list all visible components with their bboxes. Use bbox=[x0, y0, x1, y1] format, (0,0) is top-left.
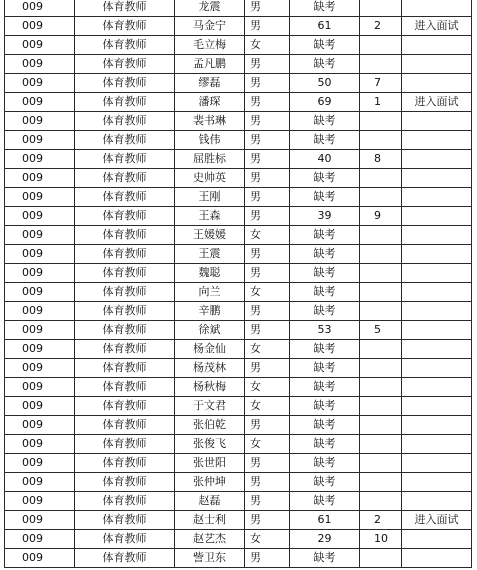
score-cell: 缺考 bbox=[290, 397, 360, 416]
table-row bbox=[5, 55, 472, 74]
status-cell bbox=[402, 473, 472, 492]
gender-cell: 男 bbox=[245, 359, 290, 378]
gender-cell: 男 bbox=[245, 17, 290, 36]
rank-cell bbox=[360, 302, 402, 321]
name-cell: 裴书琳 bbox=[175, 112, 245, 131]
code-cell: 009 bbox=[5, 435, 75, 454]
rank-cell: 2 bbox=[360, 17, 402, 36]
rank-cell bbox=[360, 397, 402, 416]
score-cell: 缺考 bbox=[290, 340, 360, 359]
table-row bbox=[5, 340, 472, 359]
rank-cell bbox=[360, 0, 402, 17]
score-cell: 缺考 bbox=[290, 435, 360, 454]
table-row bbox=[5, 530, 472, 549]
name-cell: 缪磊 bbox=[175, 74, 245, 93]
gender-cell: 男 bbox=[245, 454, 290, 473]
gender-cell: 男 bbox=[245, 0, 290, 17]
status-cell bbox=[402, 264, 472, 283]
score-cell: 缺考 bbox=[290, 283, 360, 302]
status-cell bbox=[402, 359, 472, 378]
position-cell: 体育教师 bbox=[75, 283, 175, 302]
name-cell: 王刚 bbox=[175, 188, 245, 207]
status-cell bbox=[402, 0, 472, 17]
gender-cell: 女 bbox=[245, 378, 290, 397]
name-cell: 杨金仙 bbox=[175, 340, 245, 359]
table-row bbox=[5, 169, 472, 188]
status-cell bbox=[402, 74, 472, 93]
position-cell: 体育教师 bbox=[75, 492, 175, 511]
table-row bbox=[5, 188, 472, 207]
score-cell: 缺考 bbox=[290, 473, 360, 492]
table-row bbox=[5, 93, 472, 112]
table-row bbox=[5, 131, 472, 150]
position-cell: 体育教师 bbox=[75, 397, 175, 416]
rank-cell: 7 bbox=[360, 74, 402, 93]
status-cell bbox=[402, 188, 472, 207]
score-cell: 缺考 bbox=[290, 359, 360, 378]
position-cell: 体育教师 bbox=[75, 74, 175, 93]
status-cell bbox=[402, 454, 472, 473]
table-row bbox=[5, 321, 472, 340]
gender-cell: 男 bbox=[245, 549, 290, 568]
name-cell: 赵士利 bbox=[175, 511, 245, 530]
status-cell bbox=[402, 283, 472, 302]
rank-cell: 9 bbox=[360, 207, 402, 226]
code-cell: 009 bbox=[5, 150, 75, 169]
position-cell: 体育教师 bbox=[75, 17, 175, 36]
status-cell: 进入面试 bbox=[402, 511, 472, 530]
gender-cell: 男 bbox=[245, 264, 290, 283]
name-cell: 潘琛 bbox=[175, 93, 245, 112]
code-cell: 009 bbox=[5, 454, 75, 473]
position-cell: 体育教师 bbox=[75, 530, 175, 549]
table-row bbox=[5, 283, 472, 302]
code-cell: 009 bbox=[5, 131, 75, 150]
score-cell: 缺考 bbox=[290, 454, 360, 473]
code-cell: 009 bbox=[5, 93, 75, 112]
name-cell: 屈胜标 bbox=[175, 150, 245, 169]
score-cell: 61 bbox=[290, 17, 360, 36]
table-row bbox=[5, 416, 472, 435]
rank-cell bbox=[360, 473, 402, 492]
rank-cell bbox=[360, 112, 402, 131]
name-cell: 訾卫东 bbox=[175, 549, 245, 568]
position-cell: 体育教师 bbox=[75, 549, 175, 568]
code-cell: 009 bbox=[5, 359, 75, 378]
rank-cell bbox=[360, 359, 402, 378]
rank-cell bbox=[360, 492, 402, 511]
table-row bbox=[5, 435, 472, 454]
position-cell: 体育教师 bbox=[75, 55, 175, 74]
name-cell: 王媛媛 bbox=[175, 226, 245, 245]
name-cell: 魏聪 bbox=[175, 264, 245, 283]
gender-cell: 男 bbox=[245, 207, 290, 226]
name-cell: 徐斌 bbox=[175, 321, 245, 340]
name-cell: 赵艺杰 bbox=[175, 530, 245, 549]
rank-cell: 5 bbox=[360, 321, 402, 340]
name-cell: 孟凡鹏 bbox=[175, 55, 245, 74]
name-cell: 龙震 bbox=[175, 0, 245, 17]
gender-cell: 男 bbox=[245, 511, 290, 530]
status-cell bbox=[402, 435, 472, 454]
gender-cell: 男 bbox=[245, 74, 290, 93]
code-cell: 009 bbox=[5, 511, 75, 530]
position-cell: 体育教师 bbox=[75, 188, 175, 207]
score-cell: 缺考 bbox=[290, 549, 360, 568]
table-row bbox=[5, 549, 472, 568]
code-cell: 009 bbox=[5, 226, 75, 245]
rank-cell bbox=[360, 283, 402, 302]
code-cell: 009 bbox=[5, 74, 75, 93]
position-cell: 体育教师 bbox=[75, 207, 175, 226]
name-cell: 向兰 bbox=[175, 283, 245, 302]
score-cell: 40 bbox=[290, 150, 360, 169]
results-table-body bbox=[5, 0, 472, 568]
position-cell: 体育教师 bbox=[75, 245, 175, 264]
code-cell: 009 bbox=[5, 530, 75, 549]
score-cell: 缺考 bbox=[290, 378, 360, 397]
status-cell: 进入面试 bbox=[402, 93, 472, 112]
score-cell: 缺考 bbox=[290, 188, 360, 207]
code-cell: 009 bbox=[5, 416, 75, 435]
table-row bbox=[5, 245, 472, 264]
table-row bbox=[5, 473, 472, 492]
gender-cell: 女 bbox=[245, 226, 290, 245]
gender-cell: 男 bbox=[245, 55, 290, 74]
name-cell: 史帅英 bbox=[175, 169, 245, 188]
position-cell: 体育教师 bbox=[75, 378, 175, 397]
name-cell: 王震 bbox=[175, 245, 245, 264]
table-row bbox=[5, 302, 472, 321]
score-cell: 缺考 bbox=[290, 169, 360, 188]
gender-cell: 男 bbox=[245, 188, 290, 207]
status-cell bbox=[402, 169, 472, 188]
code-cell: 009 bbox=[5, 169, 75, 188]
gender-cell: 男 bbox=[245, 492, 290, 511]
gender-cell: 男 bbox=[245, 321, 290, 340]
position-cell: 体育教师 bbox=[75, 473, 175, 492]
status-cell bbox=[402, 549, 472, 568]
status-cell bbox=[402, 36, 472, 55]
gender-cell: 男 bbox=[245, 150, 290, 169]
status-cell bbox=[402, 55, 472, 74]
code-cell: 009 bbox=[5, 302, 75, 321]
rank-cell: 1 bbox=[360, 93, 402, 112]
code-cell: 009 bbox=[5, 17, 75, 36]
status-cell bbox=[402, 416, 472, 435]
code-cell: 009 bbox=[5, 112, 75, 131]
score-cell: 缺考 bbox=[290, 131, 360, 150]
code-cell: 009 bbox=[5, 473, 75, 492]
gender-cell: 男 bbox=[245, 245, 290, 264]
position-cell: 体育教师 bbox=[75, 416, 175, 435]
table-row bbox=[5, 112, 472, 131]
code-cell: 009 bbox=[5, 245, 75, 264]
gender-cell: 女 bbox=[245, 530, 290, 549]
table-row bbox=[5, 511, 472, 530]
rank-cell bbox=[360, 245, 402, 264]
status-cell bbox=[402, 340, 472, 359]
gender-cell: 女 bbox=[245, 340, 290, 359]
rank-cell: 2 bbox=[360, 511, 402, 530]
position-cell: 体育教师 bbox=[75, 226, 175, 245]
position-cell: 体育教师 bbox=[75, 131, 175, 150]
position-cell: 体育教师 bbox=[75, 359, 175, 378]
status-cell: 进入面试 bbox=[402, 17, 472, 36]
name-cell: 马金宁 bbox=[175, 17, 245, 36]
rank-cell bbox=[360, 549, 402, 568]
name-cell: 辛鹏 bbox=[175, 302, 245, 321]
name-cell: 王森 bbox=[175, 207, 245, 226]
name-cell: 张世阳 bbox=[175, 454, 245, 473]
score-cell: 29 bbox=[290, 530, 360, 549]
status-cell bbox=[402, 321, 472, 340]
gender-cell: 女 bbox=[245, 435, 290, 454]
code-cell: 009 bbox=[5, 321, 75, 340]
position-cell: 体育教师 bbox=[75, 169, 175, 188]
status-cell bbox=[402, 226, 472, 245]
rank-cell bbox=[360, 131, 402, 150]
rank-cell bbox=[360, 188, 402, 207]
score-cell: 缺考 bbox=[290, 302, 360, 321]
rank-cell bbox=[360, 378, 402, 397]
position-cell: 体育教师 bbox=[75, 93, 175, 112]
rank-cell: 10 bbox=[360, 530, 402, 549]
position-cell: 体育教师 bbox=[75, 112, 175, 131]
table-row bbox=[5, 36, 472, 55]
gender-cell: 男 bbox=[245, 112, 290, 131]
name-cell: 赵磊 bbox=[175, 492, 245, 511]
score-cell: 缺考 bbox=[290, 55, 360, 74]
name-cell: 杨秋梅 bbox=[175, 378, 245, 397]
table-row bbox=[5, 226, 472, 245]
code-cell: 009 bbox=[5, 378, 75, 397]
position-cell: 体育教师 bbox=[75, 150, 175, 169]
name-cell: 毛立梅 bbox=[175, 36, 245, 55]
name-cell: 于文君 bbox=[175, 397, 245, 416]
position-cell: 体育教师 bbox=[75, 340, 175, 359]
status-cell bbox=[402, 378, 472, 397]
rank-cell bbox=[360, 169, 402, 188]
gender-cell: 男 bbox=[245, 416, 290, 435]
rank-cell bbox=[360, 264, 402, 283]
rank-cell bbox=[360, 454, 402, 473]
gender-cell: 女 bbox=[245, 283, 290, 302]
position-cell: 体育教师 bbox=[75, 511, 175, 530]
score-cell: 缺考 bbox=[290, 112, 360, 131]
rank-cell bbox=[360, 416, 402, 435]
score-cell: 缺考 bbox=[290, 416, 360, 435]
status-cell bbox=[402, 397, 472, 416]
status-cell bbox=[402, 207, 472, 226]
code-cell: 009 bbox=[5, 36, 75, 55]
status-cell bbox=[402, 492, 472, 511]
score-cell: 61 bbox=[290, 511, 360, 530]
table-row bbox=[5, 207, 472, 226]
table-row bbox=[5, 492, 472, 511]
code-cell: 009 bbox=[5, 207, 75, 226]
table-row bbox=[5, 397, 472, 416]
gender-cell: 男 bbox=[245, 131, 290, 150]
status-cell bbox=[402, 112, 472, 131]
table-row bbox=[5, 454, 472, 473]
position-cell: 体育教师 bbox=[75, 36, 175, 55]
gender-cell: 女 bbox=[245, 36, 290, 55]
table-row bbox=[5, 0, 472, 17]
code-cell: 009 bbox=[5, 340, 75, 359]
score-cell: 缺考 bbox=[290, 264, 360, 283]
score-cell: 缺考 bbox=[290, 0, 360, 17]
code-cell: 009 bbox=[5, 0, 75, 17]
gender-cell: 男 bbox=[245, 169, 290, 188]
position-cell: 体育教师 bbox=[75, 321, 175, 340]
score-cell: 53 bbox=[290, 321, 360, 340]
code-cell: 009 bbox=[5, 55, 75, 74]
gender-cell: 男 bbox=[245, 473, 290, 492]
status-cell bbox=[402, 131, 472, 150]
rank-cell bbox=[360, 226, 402, 245]
status-cell bbox=[402, 150, 472, 169]
position-cell: 体育教师 bbox=[75, 454, 175, 473]
score-cell: 缺考 bbox=[290, 226, 360, 245]
name-cell: 杨茂林 bbox=[175, 359, 245, 378]
table-row bbox=[5, 74, 472, 93]
name-cell: 张伯乾 bbox=[175, 416, 245, 435]
name-cell: 张仲坤 bbox=[175, 473, 245, 492]
table-row bbox=[5, 359, 472, 378]
table-row bbox=[5, 378, 472, 397]
position-cell: 体育教师 bbox=[75, 435, 175, 454]
table-row bbox=[5, 150, 472, 169]
score-cell: 50 bbox=[290, 74, 360, 93]
score-cell: 39 bbox=[290, 207, 360, 226]
gender-cell: 女 bbox=[245, 397, 290, 416]
gender-cell: 男 bbox=[245, 93, 290, 112]
status-cell bbox=[402, 302, 472, 321]
status-cell bbox=[402, 245, 472, 264]
code-cell: 009 bbox=[5, 397, 75, 416]
score-cell: 缺考 bbox=[290, 245, 360, 264]
table-row bbox=[5, 17, 472, 36]
code-cell: 009 bbox=[5, 188, 75, 207]
table-row bbox=[5, 264, 472, 283]
code-cell: 009 bbox=[5, 549, 75, 568]
name-cell: 钱伟 bbox=[175, 131, 245, 150]
name-cell: 张俊飞 bbox=[175, 435, 245, 454]
rank-cell bbox=[360, 340, 402, 359]
score-cell: 69 bbox=[290, 93, 360, 112]
score-cell: 缺考 bbox=[290, 36, 360, 55]
rank-cell bbox=[360, 55, 402, 74]
status-cell bbox=[402, 530, 472, 549]
gender-cell: 男 bbox=[245, 302, 290, 321]
rank-cell: 8 bbox=[360, 150, 402, 169]
score-cell: 缺考 bbox=[290, 492, 360, 511]
position-cell: 体育教师 bbox=[75, 264, 175, 283]
position-cell: 体育教师 bbox=[75, 0, 175, 17]
position-cell: 体育教师 bbox=[75, 302, 175, 321]
code-cell: 009 bbox=[5, 264, 75, 283]
code-cell: 009 bbox=[5, 283, 75, 302]
rank-cell bbox=[360, 36, 402, 55]
rank-cell bbox=[360, 435, 402, 454]
results-table bbox=[4, 0, 472, 568]
code-cell: 009 bbox=[5, 492, 75, 511]
